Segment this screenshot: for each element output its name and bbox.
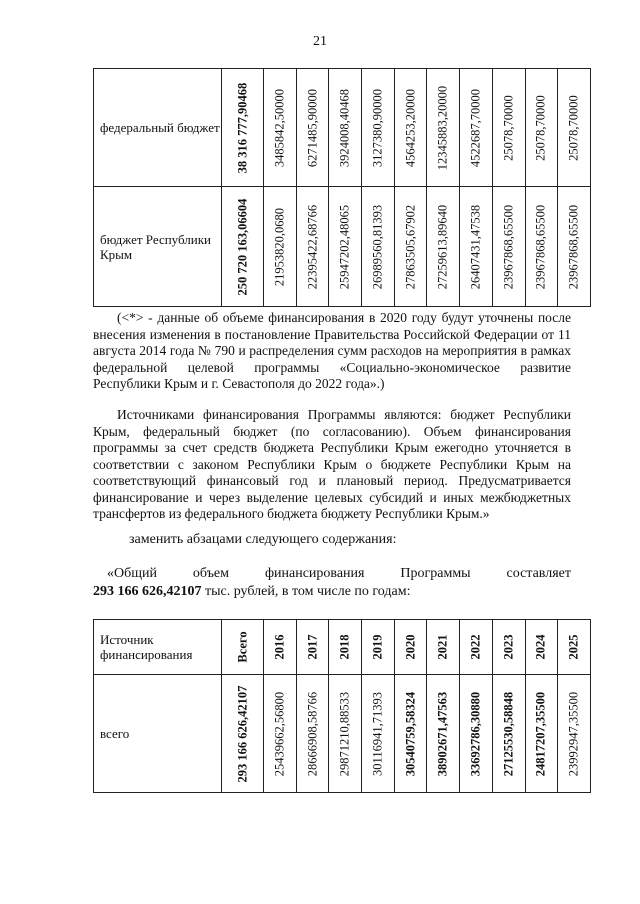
page-number: 21 — [313, 34, 327, 49]
funding-table-continued — [93, 68, 591, 307]
row-label: бюджет Республики Крым — [94, 187, 222, 307]
header-year: 2021 — [435, 634, 450, 660]
year-value: 28666908,58766 — [305, 691, 320, 776]
table-row-crimea-budget — [94, 187, 591, 307]
year-value: 6271485,90000 — [305, 88, 320, 167]
header-year: 2024 — [533, 634, 548, 660]
year-value: 25078,70000 — [501, 94, 516, 161]
table-row-federal-budget — [94, 69, 591, 187]
year-value: 26989560,81393 — [370, 204, 385, 289]
year-value: 4522687,70000 — [468, 88, 483, 167]
row-label: всего — [94, 675, 222, 793]
year-value: 29871210,88533 — [337, 691, 352, 776]
year-value: 30540759,58324 — [403, 691, 418, 776]
year-value: 38902671,47563 — [435, 691, 450, 776]
year-value: 25078,70000 — [533, 94, 548, 161]
header-source: Источник финансирования — [94, 620, 222, 675]
funding-sources-paragraph: Источниками финансирования Программы являются: бюджет Республики Крым, федеральный бюджет (по согласованию). Объем финансирования программы за счет средств бюджета Республики Крым ежегодно уточняется в соответствии с законом Республики Крым о бюджете Республики Крым на соответствующий финансовый год и плановый период. Предусматривается финансирование и через выделение целевых субсидий и иных межбюджетных трансфертов из федерального бюджета бюджету Республики Крым.» — [93, 407, 571, 521]
header-year: 2020 — [403, 634, 418, 660]
year-value: 22395422,68766 — [305, 204, 320, 289]
year-value: 23992947,35500 — [566, 691, 581, 776]
header-year: 2016 — [272, 634, 287, 660]
intro-word: Программы — [400, 566, 471, 581]
row-total: 38 316 777,90468 — [235, 82, 249, 173]
row-total: 250 720 163,06604 — [235, 198, 249, 295]
replace-instruction: заменить абзацами следующего содержания: — [129, 532, 397, 547]
year-value: 3127380,90000 — [370, 88, 385, 167]
year-value: 27125530,58848 — [501, 691, 516, 776]
intro-word: «Общий — [107, 566, 157, 581]
year-value: 25947202,48065 — [337, 204, 352, 289]
year-value: 27259613,89640 — [435, 204, 450, 289]
year-value: 23967868,65500 — [501, 204, 516, 289]
funding-table-new — [93, 619, 591, 793]
intro-word: объем — [192, 566, 230, 581]
year-value: 24817207,35500 — [533, 691, 548, 776]
year-value: 30116941,71393 — [370, 691, 385, 776]
year-value: 4564253,20000 — [403, 88, 418, 167]
table-row-total — [94, 675, 591, 793]
year-value: 25439662,56800 — [272, 691, 287, 776]
year-value: 26407431,47538 — [468, 204, 483, 289]
row-label: федеральный бюджет — [94, 69, 222, 187]
year-value: 3485842,50000 — [272, 88, 287, 167]
funding-intro-paragraph — [93, 565, 571, 601]
header-year: 2018 — [337, 634, 352, 660]
intro-word: составляет — [506, 566, 571, 581]
header-year: 2019 — [370, 634, 385, 660]
year-value: 23967868,65500 — [566, 204, 581, 289]
year-value: 33692786,30880 — [468, 691, 483, 776]
header-total: Всего — [235, 631, 249, 663]
year-value: 25078,70000 — [566, 94, 581, 161]
row-total: 293 166 626,42107 — [235, 685, 249, 782]
intro-line — [93, 583, 571, 601]
total-amount: 293 166 626,42107 — [93, 584, 202, 599]
footnote-paragraph: (<*> - данные об объеме финансирования в 2020 году будут уточнены после внесения изменения в постановление Правительства Российской Федерации от 11 августа 2014 года № 790 и распределения сумм расходов на мероприятия в рамках федеральной целевой программы «Социально-экономическое развитие Республики Крым и г. Севастополя до 2022 года».) — [93, 310, 571, 391]
year-value: 3924008,40468 — [337, 88, 352, 167]
header-year: 2017 — [305, 634, 320, 660]
header-year: 2025 — [566, 634, 581, 660]
year-value: 23967868,65500 — [533, 204, 548, 289]
intro-rest: тыс. рублей, в том числе по годам: — [205, 584, 411, 599]
intro-line — [93, 565, 571, 583]
header-year: 2023 — [501, 634, 516, 660]
table-header-row — [94, 620, 591, 675]
intro-word: финансирования — [264, 566, 365, 581]
year-value: 21953820,0680 — [272, 207, 287, 286]
header-year: 2022 — [468, 634, 483, 660]
year-value: 12345883,20000 — [435, 85, 450, 170]
year-value: 27863505,67902 — [403, 204, 418, 289]
